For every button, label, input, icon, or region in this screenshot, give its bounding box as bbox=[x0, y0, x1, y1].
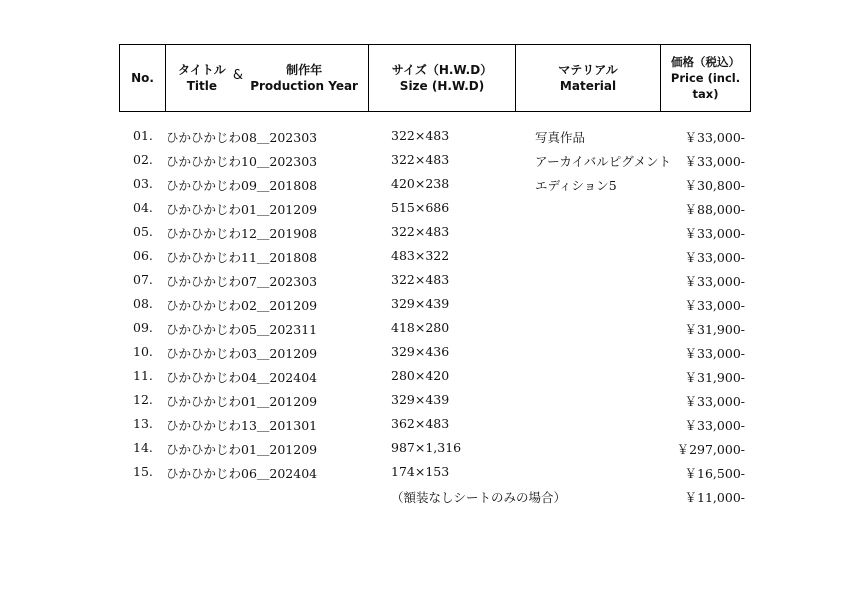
note-row bbox=[0, 488, 841, 512]
table-row bbox=[0, 464, 841, 488]
header-material-en: Material bbox=[559, 79, 617, 93]
row-number: 04. bbox=[133, 200, 153, 215]
row-price: ￥33,000- bbox=[684, 250, 745, 265]
table-row bbox=[0, 368, 841, 392]
row-size: 329×436 bbox=[391, 344, 450, 359]
row-price: ￥33,000- bbox=[684, 274, 745, 289]
row-title: ひかひかじわ06＿202404 bbox=[166, 466, 318, 481]
row-size: 329×439 bbox=[391, 296, 450, 311]
row-price: ￥33,000- bbox=[684, 298, 745, 313]
row-title: ひかひかじわ07＿202303 bbox=[166, 274, 318, 289]
row-title: ひかひかじわ04＿202404 bbox=[166, 370, 318, 385]
header-year-ja: 制作年 bbox=[286, 63, 323, 77]
table-row bbox=[0, 200, 841, 224]
header-no bbox=[120, 45, 166, 111]
row-price: ￥88,000- bbox=[684, 202, 745, 217]
row-number: 10. bbox=[133, 344, 153, 359]
row-size: 329×439 bbox=[391, 392, 450, 407]
row-size: 322×483 bbox=[391, 128, 450, 143]
row-number: 12. bbox=[133, 392, 153, 407]
header-price-en: Price (incl. tax) bbox=[670, 71, 741, 101]
header-material-ja: マテリアル bbox=[558, 63, 618, 77]
row-price: ￥33,000- bbox=[684, 346, 745, 361]
row-size: 174×153 bbox=[391, 464, 450, 479]
table-row bbox=[0, 176, 841, 200]
row-number: 14. bbox=[133, 440, 153, 455]
header-title-ja: タイトル bbox=[178, 63, 226, 77]
row-size: 280×420 bbox=[391, 368, 450, 383]
header-ampersand: & bbox=[232, 68, 244, 83]
row-size: 322×483 bbox=[391, 152, 450, 167]
row-material: エディション5 bbox=[535, 178, 617, 193]
row-title: ひかひかじわ03＿201209 bbox=[166, 346, 318, 361]
row-size: 322×483 bbox=[391, 272, 450, 287]
table-row bbox=[0, 416, 841, 440]
row-price: ￥33,000- bbox=[684, 394, 745, 409]
table-row bbox=[0, 440, 841, 464]
row-material: 写真作品 bbox=[535, 130, 586, 145]
row-price: ￥33,000- bbox=[684, 418, 745, 433]
row-title: ひかひかじわ09＿201808 bbox=[166, 178, 318, 193]
row-size: 420×238 bbox=[391, 176, 450, 191]
row-number: 02. bbox=[133, 152, 153, 167]
row-size: 362×483 bbox=[391, 416, 450, 431]
row-size: 322×483 bbox=[391, 224, 450, 239]
row-size: 515×686 bbox=[391, 200, 450, 215]
row-price: ￥33,000- bbox=[684, 226, 745, 241]
table-row bbox=[0, 128, 841, 152]
header-size bbox=[369, 45, 516, 111]
row-size: 418×280 bbox=[391, 320, 450, 335]
row-number: 15. bbox=[133, 464, 153, 479]
row-material: アーカイバルピグメント bbox=[535, 154, 672, 169]
table-row bbox=[0, 152, 841, 176]
row-number: 13. bbox=[133, 416, 153, 431]
header-title bbox=[178, 62, 226, 94]
header-price-ja: 価格（税込） bbox=[671, 55, 740, 69]
row-price: ￥30,800- bbox=[684, 178, 745, 193]
row-title: ひかひかじわ11＿201808 bbox=[166, 250, 318, 265]
row-number: 01. bbox=[133, 128, 153, 143]
table-row bbox=[0, 320, 841, 344]
row-price: ￥33,000- bbox=[684, 130, 745, 145]
table-header bbox=[119, 44, 751, 112]
header-title-year bbox=[166, 45, 369, 111]
row-price: ￥33,000- bbox=[684, 154, 745, 169]
row-price: ￥31,900- bbox=[684, 322, 745, 337]
row-number: 09. bbox=[133, 320, 153, 335]
row-number: 11. bbox=[133, 368, 153, 383]
row-title: ひかひかじわ02＿201209 bbox=[166, 298, 318, 313]
row-title: ひかひかじわ01＿201209 bbox=[166, 202, 318, 217]
header-material bbox=[516, 45, 661, 111]
row-size: 483×322 bbox=[391, 248, 450, 263]
row-size: 987×1,316 bbox=[391, 440, 462, 455]
row-title: ひかひかじわ13＿201301 bbox=[166, 418, 318, 433]
row-number: 08. bbox=[133, 296, 153, 311]
table-row bbox=[0, 392, 841, 416]
header-year bbox=[250, 62, 358, 94]
row-title: ひかひかじわ10＿202303 bbox=[166, 154, 318, 169]
row-price: ￥297,000- bbox=[676, 442, 745, 457]
row-number: 03. bbox=[133, 176, 153, 191]
header-title-en: Title bbox=[186, 79, 218, 93]
row-price: ￥16,500- bbox=[684, 466, 745, 481]
header-price bbox=[661, 45, 750, 111]
header-size-ja: サイズ（H.W.D） bbox=[391, 63, 493, 77]
table-row bbox=[0, 248, 841, 272]
note-text: （額装なしシートのみの場合） bbox=[391, 490, 567, 505]
row-price: ￥31,900- bbox=[684, 370, 745, 385]
row-number: 06. bbox=[133, 248, 153, 263]
row-number: 07. bbox=[133, 272, 153, 287]
row-number: 05. bbox=[133, 224, 153, 239]
header-size-en: Size (H.W.D) bbox=[399, 79, 485, 93]
table-row bbox=[0, 224, 841, 248]
table-row bbox=[0, 344, 841, 368]
table-row bbox=[0, 272, 841, 296]
row-title: ひかひかじわ01＿201209 bbox=[166, 442, 318, 457]
row-title: ひかひかじわ05＿202311 bbox=[166, 322, 318, 337]
note-price: ￥11,000- bbox=[684, 490, 745, 505]
header-no-label: No. bbox=[131, 71, 154, 85]
table-row bbox=[0, 296, 841, 320]
row-title: ひかひかじわ12＿201908 bbox=[166, 226, 318, 241]
row-title: ひかひかじわ08＿202303 bbox=[166, 130, 318, 145]
row-title: ひかひかじわ01＿201209 bbox=[166, 394, 318, 409]
header-year-en: Production Year bbox=[250, 79, 358, 93]
